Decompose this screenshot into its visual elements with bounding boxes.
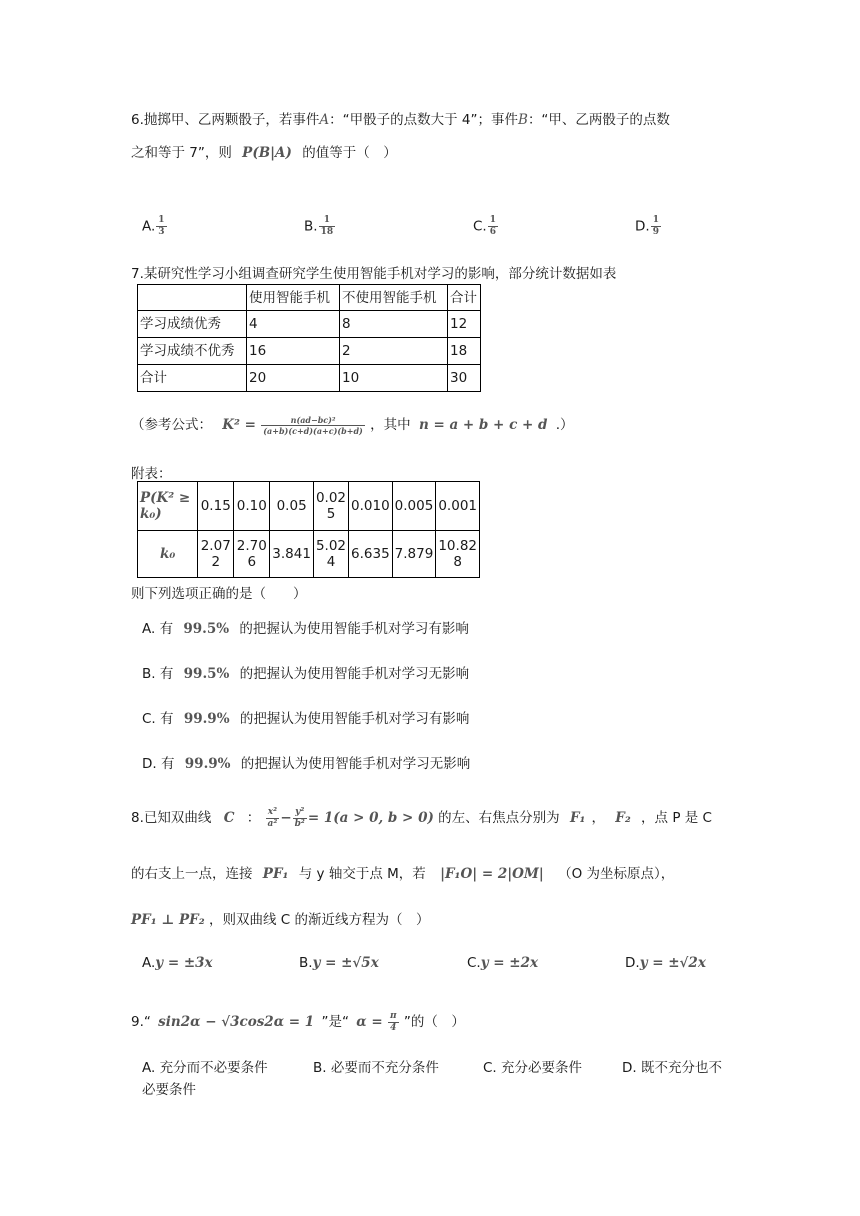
q7-option-c[interactable]: C. 有 99.9% 的把握认为使用智能手机对学习有影响 (142, 711, 470, 727)
q7-question: 则下列选项正确的是（ ） (131, 586, 307, 602)
contingency-table (137, 284, 481, 392)
table-header-cell: 合计 (448, 285, 481, 311)
q9-option-d[interactable]: D. 既不充分也不 (622, 1060, 722, 1076)
fraction: $\frac{1}{9}$ (652, 215, 659, 237)
conditional-probability: P(B|A) (242, 145, 292, 161)
q9-option-b[interactable]: B. 必要而不充分条件 (313, 1060, 439, 1076)
q6-line1: 6.抛掷甲、乙两颗骰子，若事件A：“甲骰子的点数大于 4”；事件B：“甲、乙两骰子的点数 (131, 112, 670, 128)
table-row: 学习成绩优秀 4 8 12 (138, 311, 481, 338)
chi-square-fraction: $\frac{\text{n(ad−bc)²}}{(a+b)(c+d)(a+c)(b+d)}$ (263, 414, 363, 436)
x-fraction: $\frac{\text{x²}}{\text{a²}}$ (267, 806, 278, 829)
fraction: $\frac{1}{18}$ (320, 215, 334, 237)
q7-stem: 7.某研究性学习小组调查研究学生使用智能手机对学习的影响，部分统计数据如表 (131, 266, 617, 282)
q8-option-c[interactable]: C.y = ±2x (467, 955, 539, 971)
table-row: 合计 20 10 30 (138, 365, 481, 392)
appendix-label: 附表： (131, 466, 172, 482)
table-row: P(K² ≥ k₀) 0.15 0.10 0.05 0.02 5 0.010 0.005 0.001 (138, 482, 480, 531)
table-row: k₀ 2.07 2 2.70 6 3.841 5.02 4 6.635 7.879 10.82 8 (138, 531, 480, 578)
q8-line1: 8.已知双曲线 C ： $\frac{\text{x²}}{\text{a²}}$ − $\frac{\text{y²}}{\text{b²}}$ = 1(a > 0, b > 0) 的左、右焦点分别为 F₁ ， F₂ ，点 P 是 C (131, 806, 712, 829)
event-b: B (518, 112, 528, 128)
q8-option-d[interactable]: D.y = ±√2x (625, 955, 706, 971)
q8-line3: PF₁ ⊥ PF₂ ，则双曲线 C 的渐近线方程为（ ） (131, 912, 430, 928)
table-header-cell (138, 285, 247, 311)
q7-option-a[interactable]: A. 有 99.5% 的把握认为使用智能手机对学习有影响 (142, 621, 469, 637)
q7-option-b[interactable]: B. 有 99.5% 的把握认为使用智能手机对学习无影响 (142, 666, 470, 682)
pi-over-four: $\frac{\pi}{4}$ (389, 1010, 397, 1033)
q6-line2: 之和等于 7”，则 P(B|A) 的值等于（ ） (131, 145, 397, 161)
q8-line2: 的右支上一点，连接 PF₁ 与 y 轴交于点 M，若 |F₁O| = 2|OM| （O 为坐标原点）， (131, 866, 675, 882)
table-header-cell: 使用智能手机 (247, 285, 340, 311)
fraction: $\frac{1}{3}$ (158, 215, 165, 237)
table-row: 学习成绩不优秀 16 2 18 (138, 338, 481, 365)
critical-value-table (137, 481, 480, 578)
q6-option-c[interactable]: C. $\frac{1}{6}$ (473, 215, 496, 237)
probability-header: P(K² ≥ k₀) (138, 482, 198, 531)
y-fraction: $\frac{\text{y²}}{\text{b²}}$ (294, 806, 305, 829)
q6-option-b[interactable]: B. $\frac{1}{18}$ (304, 215, 334, 237)
q8-option-b[interactable]: B.y = ±√5x (299, 955, 379, 971)
q9-option-d-continued: 必要条件 (142, 1082, 196, 1098)
q6-option-d[interactable]: D. $\frac{1}{9}$ (635, 215, 659, 237)
k0-header: k₀ (138, 531, 198, 578)
q9-stem: 9.“ sin2α − √3cos2α = 1 ”是“ α = $\frac{\pi}{4}$ ”的（ ） (131, 1010, 465, 1033)
q6-option-a[interactable]: A. $\frac{1}{3}$ (142, 215, 165, 237)
table-header-cell: 不使用智能手机 (340, 285, 448, 311)
q7-option-d[interactable]: D. 有 99.9% 的把握认为使用智能手机对学习无影响 (142, 756, 471, 772)
event-a: A (319, 112, 330, 128)
q8-option-a[interactable]: A.y = ±3x (142, 955, 213, 971)
reference-formula: （参考公式： K² = $\frac{\text{n(ad−bc)²}}{(a+b)(c+d)(a+c)(b+d)}$ ，其中 n = a + b + c + d .） (131, 414, 574, 436)
fraction: $\frac{1}{6}$ (489, 215, 496, 237)
q9-option-c[interactable]: C. 充分必要条件 (483, 1060, 583, 1076)
q9-option-a[interactable]: A. 充分而不必要条件 (142, 1060, 268, 1076)
